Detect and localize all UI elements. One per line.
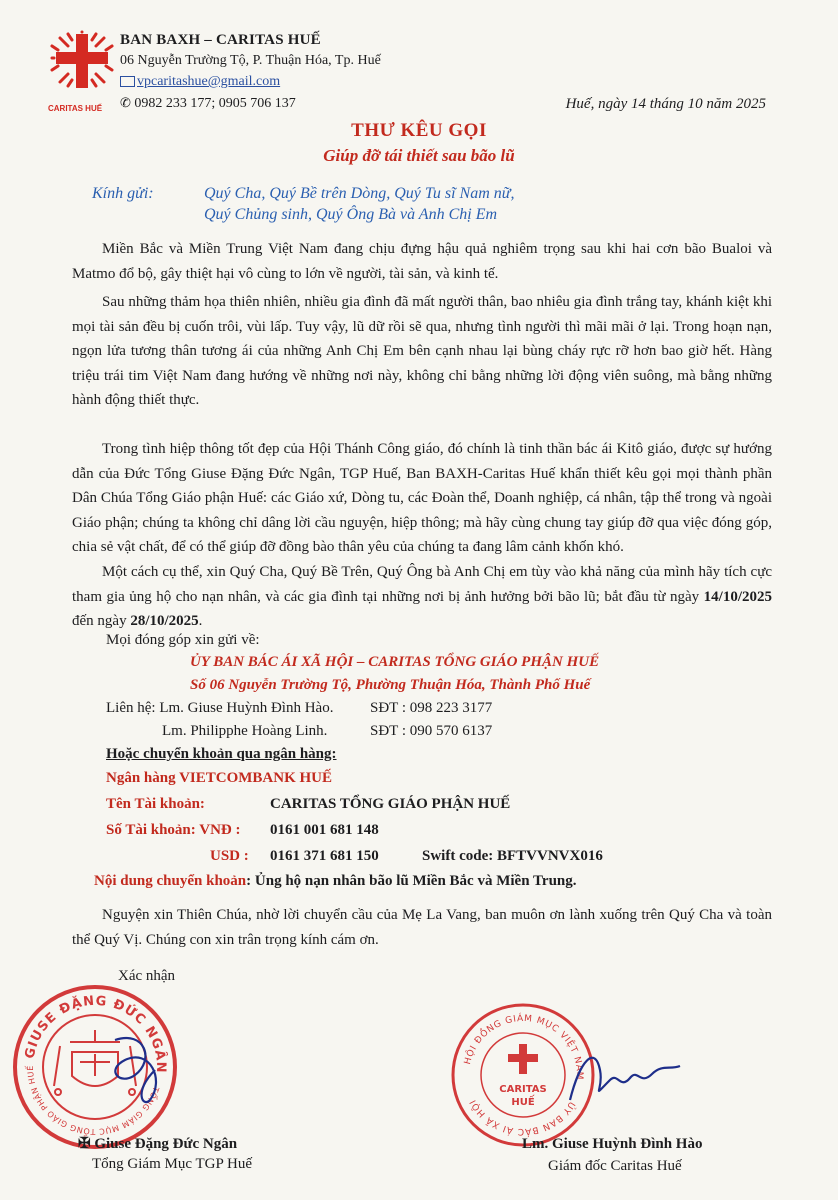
paragraph-2: Sau những thảm họa thiên nhiên, nhiều gia đình đã mất người thân, bao nhiêu gia đình trắng tay, khánh kiệt khi mọi tài sản đều bị cuốn trôi, vùi lấp. Tuy vậy, lũ dữ rồi sẽ qua, nhưng tình người thì mãi mãi ở lại. Trong hoạn nạn, ngọn lửa tương thân tương ái của những Anh Chị Em bên cạnh nhau lại bùng cháy rực rỡ hơn bao giờ hết. Hàng triệu trái tim Việt Nam đang hướng về những nơi này, không chỉ bằng những lời động viên suông, mà bằng những hành động thiết thực.	[72, 294, 772, 408]
paragraph-3: Trong tình hiệp thông tốt đẹp của Hội Thánh Công giáo, đó chính là tinh thần bác ái Kitô giáo, được sự hướng dẫn của Đức Tổng Giuse Đặng Đức Ngân, TGP Huế, Ban BAXH-Caritas Huế khẩn thiết kêu gọi mọi thành phần Dân Chúa Tổng Giáo phận Huế: các Giáo xứ, Dòng tu, các Đoàn thể, Doanh nghiệp, cá nhân, tập thể trong và ngoài Giáo phận; chúng ta không chỉ dâng lời cầu nguyện, hiệp thông; mà hãy cùng chung tay giúp đỡ qua việc đóng góp, chia sẻ vật chất, để có thể giúp đỡ đồng bào thân yêu của chúng ta đang lâm cảnh khốn khó.	[72, 441, 772, 555]
contact-1-phone: SĐT : 098 223 3177	[370, 700, 493, 716]
letter-title: THƯ KÊU GỌI	[351, 120, 487, 141]
bank-name: Ngân hàng VIETCOMBANK HUẾ	[106, 770, 333, 786]
right-signer-title: Giám đốc Caritas Huế	[548, 1158, 682, 1174]
org-phone: 0982 233 177; 0905 706 137	[134, 96, 296, 111]
org-email-link[interactable]: vpcaritashue@gmail.com	[137, 74, 281, 89]
svg-text:TỔNG GIÁM MỤC TỔNG GIÁO PHẬN H: TỔNG GIÁM MỤC TỔNG GIÁO PHẬN HUẾ	[25, 1065, 161, 1137]
org-phone-row	[120, 96, 296, 112]
transfer-content-label: Nội dung chuyển khoản	[94, 873, 247, 889]
salutation-line-1: Quý Cha, Quý Bề trên Dòng, Quý Tu sĩ Nam nữ,	[204, 185, 515, 202]
transfer-content-text: : Ủng hộ nạn nhân bão lũ Miền Bắc và Miền Trung.	[246, 873, 577, 889]
svg-text:CARITAS: CARITAS	[499, 1084, 547, 1095]
end-date: 28/10/2025	[130, 613, 199, 629]
salutation-line-2: Quý Chủng sinh, Quý Ông Bà và Anh Chị Em	[204, 206, 498, 223]
letter-date: Huế, ngày 14 tháng 10 năm 2025	[565, 96, 766, 112]
donation-address: Số 06 Nguyễn Trường Tộ, Phường Thuận Hóa, Thành Phố Huế	[190, 677, 591, 693]
confirm-label: Xác nhận	[118, 968, 176, 984]
transfer-content-row	[94, 873, 577, 890]
p4-text-mid: đến ngày	[72, 613, 131, 629]
account-vnd: 0161 001 681 148	[270, 822, 379, 838]
left-signer-name: ✠ Giuse Đặng Đức Ngân	[78, 1136, 238, 1152]
logo-caption: CARITAS HUẾ	[48, 104, 103, 113]
p4-text-start: Một cách cụ thể, xin Quý Cha, Quý Bề Trên, Quý Ông bà Anh Chị em tùy vào khả năng của mình hãy tích cực tham gia ủng hộ cho nạn nhân, và các gia đình tại những nơi bị ảnh hưởng bởi bão lũ; bắt đầu từ ngày	[72, 564, 772, 605]
start-date: 14/10/2025	[703, 588, 772, 605]
right-signature-icon	[560, 1040, 690, 1110]
org-name: BAN BAXH – CARITAS HUẾ	[120, 32, 321, 48]
paragraph-1: Miền Bắc và Miền Trung Việt Nam đang chịu đựng hậu quả nghiêm trọng sau khi hai cơn bão Bualoi và Matmo đổ bộ, gây thiệt hại vô cùng to lớn về người, tài sản, và kinh tế.	[72, 241, 772, 282]
svg-text:GIUSE ĐẶNG ĐỨC NGÂN: GIUSE ĐẶNG ĐỨC NGÂN	[22, 993, 169, 1074]
org-email-row	[120, 74, 280, 90]
contact-1-label: Liên hệ: Lm. Giuse Huỳnh Đình Hào.	[106, 700, 334, 716]
salutation-label: Kính gửi:	[92, 185, 154, 202]
contact-2-phone: SĐT : 090 570 6137	[370, 723, 493, 739]
right-signer-name: Lm. Giuse Huỳnh Đình Hào	[522, 1136, 703, 1152]
left-signature-icon	[95, 1030, 185, 1110]
usd-label: USD :	[210, 848, 249, 864]
donation-intro: Mọi đóng góp xin gửi về:	[106, 632, 260, 648]
bank-heading: Hoặc chuyển khoản qua ngân hàng:	[106, 746, 337, 762]
account-name: CARITAS TỔNG GIÁO PHẬN HUẾ	[270, 796, 511, 812]
org-address: 06 Nguyễn Trường Tộ, P. Thuận Hóa, Tp. Huế	[120, 53, 381, 68]
svg-text:HỘI ĐỒNG GIÁM MỤC VIỆT NAM: HỘI ĐỒNG GIÁM MỤC VIỆT NAM	[463, 1013, 585, 1081]
left-signer-title: Tổng Giám Mục TGP Huế	[92, 1156, 252, 1172]
svg-text:HUẾ: HUẾ	[511, 1097, 535, 1108]
donation-org: ỦY BAN BÁC ÁI XÃ HỘI – CARITAS TỔNG GIÁO PHẬN HUẾ	[190, 654, 600, 670]
letter-subtitle: Giúp đỡ tái thiết sau bão lũ	[323, 146, 515, 165]
p4-text-end: .	[198, 613, 203, 629]
account-no-label: Số Tài khoản: VNĐ :	[106, 822, 241, 838]
mail-icon	[120, 76, 135, 87]
paragraph-4	[72, 560, 772, 634]
phone-icon: ✆	[120, 96, 131, 111]
closing-paragraph: Nguyện xin Thiên Chúa, nhờ lời chuyển cầu của Mẹ La Vang, ban muôn ơn lành xuống trên Quý Cha và toàn thể Quý Vị. Chúng con xin trân trọng kính cám ơn.	[72, 907, 772, 948]
swift-code: Swift code: BFTVVNVX016	[422, 848, 603, 864]
account-usd: 0161 371 681 150	[270, 848, 379, 864]
account-name-label: Tên Tài khoản:	[106, 796, 205, 812]
contact-2-label: Lm. Philipphe Hoàng Linh.	[162, 723, 328, 739]
svg-text:ỦY BAN BÁC ÁI XÃ HỘI: ỦY BAN BÁC ÁI XÃ HỘI	[468, 1097, 577, 1137]
